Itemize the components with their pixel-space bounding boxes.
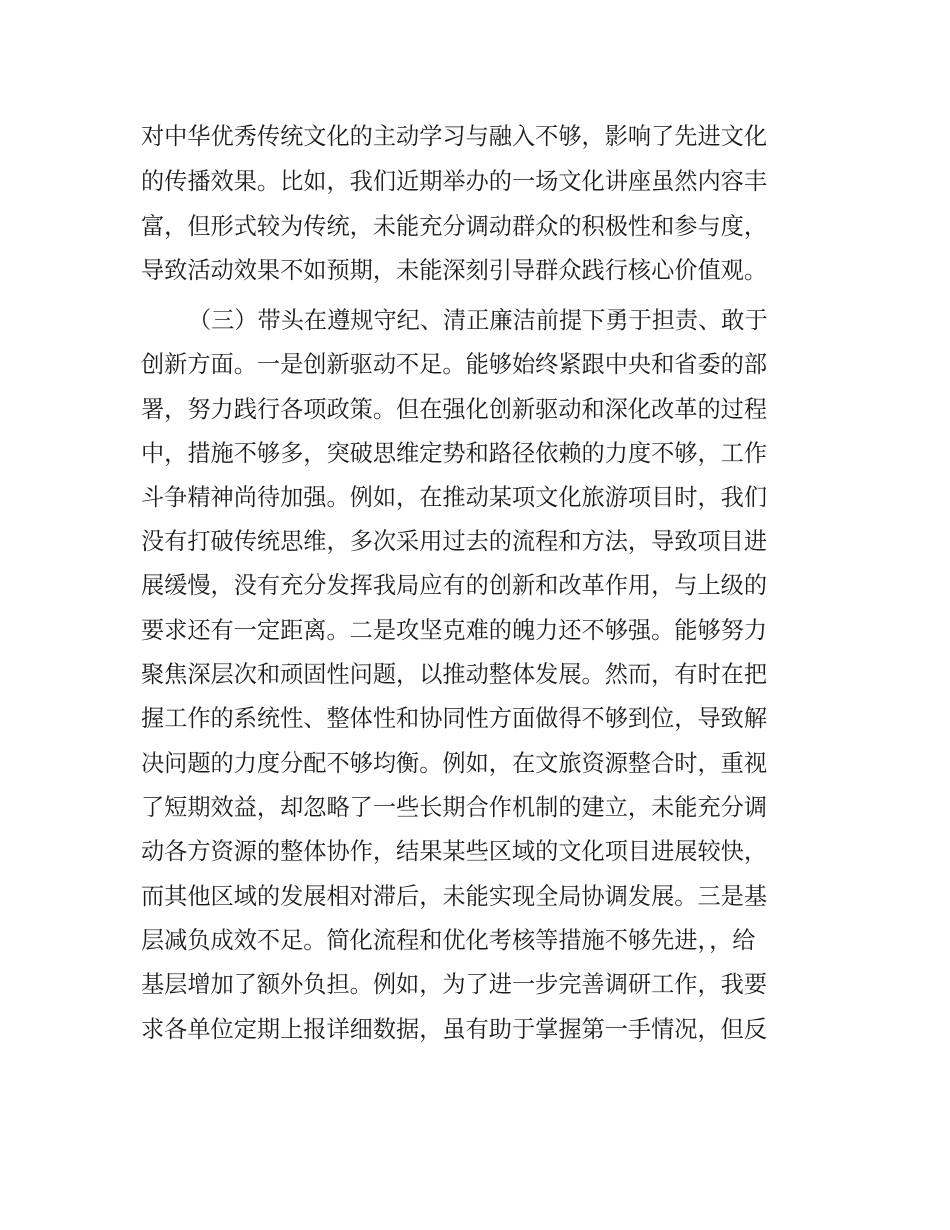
text-line: 求各单位定期上报详细数据，虽有助于掌握第一手情况，但反: [141, 1016, 768, 1043]
text-line: 要求还有一定距离。二是攻坚克难的魄力还不够强。能够努力: [141, 617, 768, 644]
text-line: 展缓慢，没有充分发挥我局应有的创新和改革作用，与上级的: [141, 572, 768, 599]
text-line: 聚焦深层次和顽固性问题，以推动整体发展。然而，有时在把: [141, 661, 768, 688]
text-line: 基层增加了额外负担。例如，为了进一步完善调研工作，我要: [141, 971, 768, 998]
text-line: 中，措施不够多，突破思维定势和路径依赖的力度不够，工作: [141, 440, 768, 467]
text-line: 斗争精神尚待加强。例如，在推动某项文化旅游项目时，我们: [141, 484, 768, 511]
text-line: 而其他区域的发展相对滞后，未能实现全局协调发展。三是基: [141, 883, 768, 910]
text-line: 没有打破传统思维，多次采用过去的流程和方法，导致项目进: [141, 528, 768, 555]
text-line: 握工作的系统性、整体性和协同性方面做得不够到位，导致解: [141, 705, 768, 732]
text-line: 创新方面。一是创新驱动不足。能够始终紧跟中央和省委的部: [141, 351, 768, 378]
text-line: 动各方资源的整体协作，结果某些区域的文化项目进展较快，: [141, 838, 768, 865]
text-line: 导致活动效果不如预期，未能深刻引导群众践行核心价值观。: [141, 257, 768, 284]
text-line: 署，努力践行各项政策。但在强化创新驱动和深化改革的过程: [141, 396, 768, 423]
text-line: 决问题的力度分配不够均衡。例如，在文旅资源整合时，重视: [141, 750, 768, 777]
text-line: 对中华优秀传统文化的主动学习与融入不够，影响了先进文化: [141, 123, 768, 150]
text-line: 层减负成效不足。简化流程和优化考核等措施不够先进，，给: [141, 927, 756, 954]
text-line: 富，但形式较为传统，未能充分调动群众的积极性和参与度，: [141, 213, 768, 240]
text-line: （三）带头在遵规守纪、清正廉洁前提下勇于担责、敢于: [188, 307, 768, 334]
text-line: 的传播效果。比如，我们近期举办的一场文化讲座虽然内容丰: [141, 168, 768, 195]
text-line: 了短期效益，却忽略了一些长期合作机制的建立，未能充分调: [141, 794, 768, 821]
